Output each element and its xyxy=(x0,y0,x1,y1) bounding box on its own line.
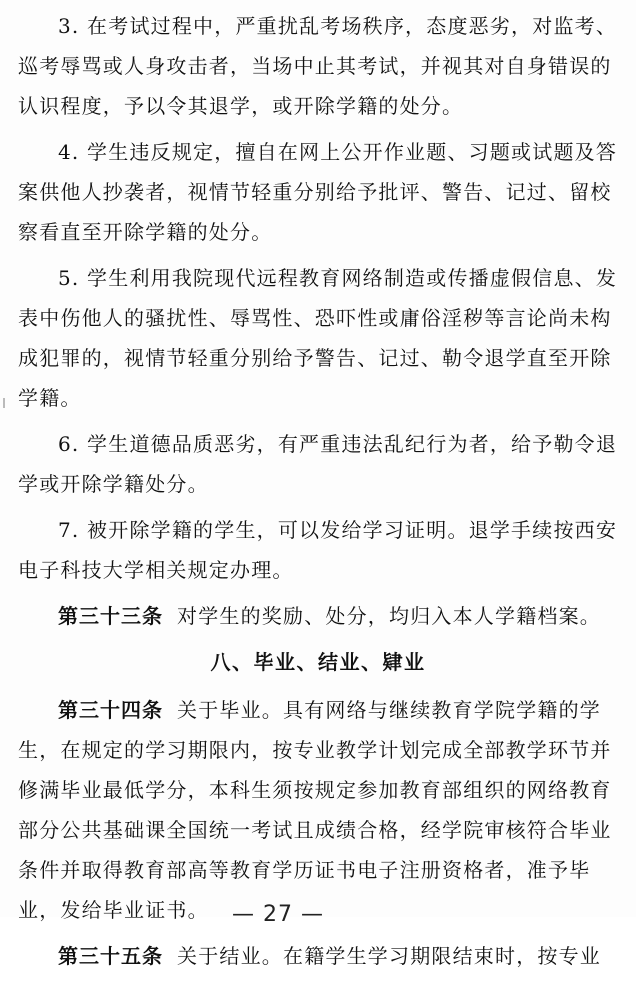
item-4-line-1: 4. 学生违反规定，擅自在网上公开作业题、习题或试题及答 xyxy=(58,140,618,164)
article-34-line-5: 条件并取得教育部高等教育学历证书电子注册资格者，准予毕 xyxy=(18,858,591,882)
document-body xyxy=(18,6,618,982)
item-5-line-4: 学籍。 xyxy=(18,386,82,410)
article-33-line xyxy=(18,596,618,636)
article-33-label: 第三十三条 xyxy=(58,604,163,628)
article-34-first-line: 关于毕业。具有网络与继续教育学院学籍的学 xyxy=(177,698,601,722)
item-5-line-2: 表中伤他人的骚扰性、辱骂性、恐吓性或庸俗淫秽等言论尚未构 xyxy=(18,306,612,330)
page-number: — 27 — xyxy=(232,902,324,927)
article-34-line-6: 业，发给毕业证书。 xyxy=(18,898,209,922)
item-7 xyxy=(18,510,618,590)
item-3 xyxy=(18,6,618,126)
item-7-line-2: 电子科技大学相关规定办理。 xyxy=(18,558,294,582)
item-6-line-2: 学或开除学籍处分。 xyxy=(18,472,209,496)
article-35 xyxy=(18,936,618,976)
article-33-text: 对学生的奖励、处分，均归入本人学籍档案。 xyxy=(177,604,601,628)
section-heading: 八、毕业、结业、肄业 xyxy=(210,650,426,674)
article-35-label: 第三十五条 xyxy=(58,944,163,968)
item-5 xyxy=(18,258,618,418)
scan-speck xyxy=(3,398,5,408)
article-34-line-2: 生，在规定的学习期限内，按专业教学计划完成全部教学环节并 xyxy=(18,738,612,762)
item-5-line-3: 成犯罪的，视情节轻重分别给予警告、记过、勒令退学直至开除 xyxy=(18,346,612,370)
item-6-line-1: 6. 学生道德品质恶劣，有严重违法乱纪行为者，给予勒令退 xyxy=(58,432,618,456)
article-35-first-line: 关于结业。在籍学生学习期限结束时，按专业 xyxy=(177,944,601,968)
item-4-line-2: 案供他人抄袭者，视情节轻重分别给予批评、警告、记过、留校 xyxy=(18,180,612,204)
article-34-line-3: 修满毕业最低学分，本科生须按规定参加教育部组织的网络教育 xyxy=(18,778,612,802)
item-5-line-1: 5. 学生利用我院现代远程教育网络制造或传播虚假信息、发 xyxy=(58,266,618,290)
article-34-line-1 xyxy=(18,690,618,730)
article-34-line-4: 部分公共基础课全国统一考试且成绩合格，经学院审核符合毕业 xyxy=(18,818,612,842)
article-34-label: 第三十四条 xyxy=(58,698,163,722)
item-7-line-1: 7. 被开除学籍的学生，可以发给学习证明。退学手续按西安 xyxy=(58,518,618,542)
item-3-line-2: 巡考辱骂或人身攻击者，当场中止其考试，并视其对自身错误的 xyxy=(18,54,612,78)
article-34 xyxy=(18,690,618,930)
article-35-line-1 xyxy=(18,936,618,976)
item-4-line-3: 察看直至开除学籍的处分。 xyxy=(18,220,273,244)
item-3-line-1: 3. 在考试过程中，严重扰乱考场秩序，态度恶劣，对监考、 xyxy=(58,14,618,38)
item-3-line-3: 认识程度，予以令其退学，或开除学籍的处分。 xyxy=(18,94,464,118)
article-33 xyxy=(18,596,618,636)
item-4 xyxy=(18,132,618,252)
item-6 xyxy=(18,424,618,504)
